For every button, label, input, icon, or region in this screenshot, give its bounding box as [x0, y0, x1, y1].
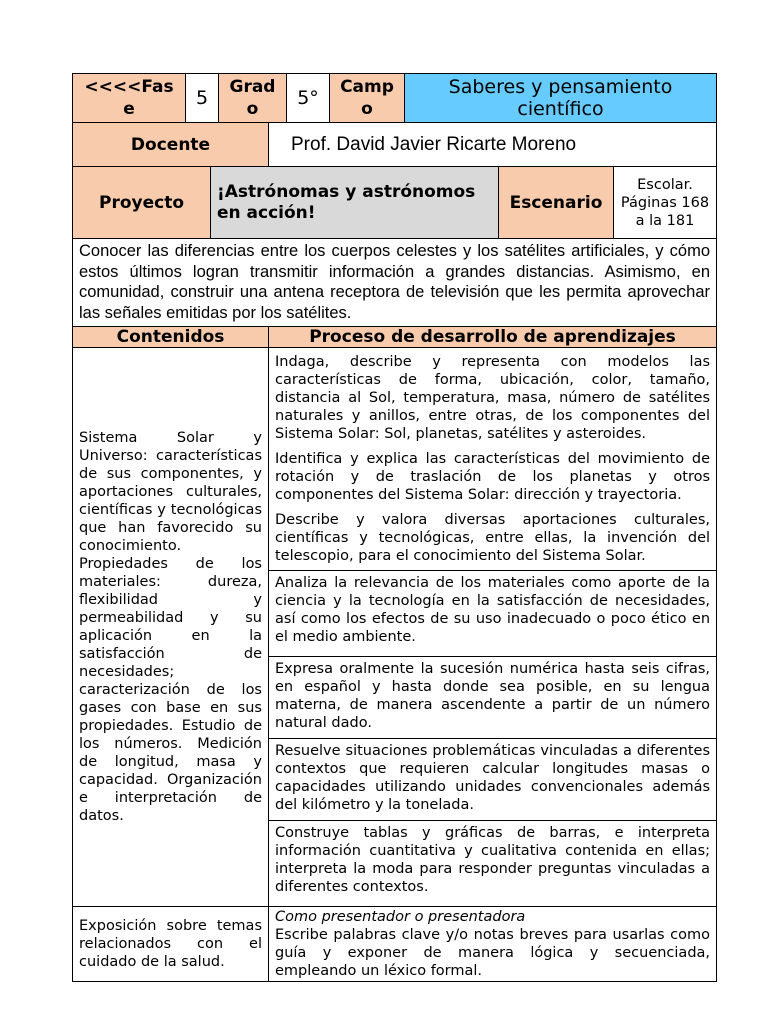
proceso-1-paragraph-1: Indaga, describe y representa con modelos las características de forma, ubicación, color, tamaño, distancia al Sol, temperatura, masa, número de satélites naturales y anillos, entre otras, de los componentes del Sistema Solar: Sol, planetas, satélites y asteroides.	[275, 353, 711, 442]
proceso-cell-5: Construye tablas y gráficas de barras, e interpreta información cuantitativa y cualitativa contenida en ellas; interpreta la moda para responder preguntas vinculadas a diferentes contextos.	[269, 821, 717, 907]
proyecto-value: ¡Astrónomas y astrónomos en acción!	[211, 167, 499, 239]
docente-value: Prof. David Javier Ricarte Moreno	[269, 123, 717, 167]
escenario-label: Escenario	[499, 167, 614, 239]
proyecto-label: Proyecto	[73, 167, 211, 239]
proceso-6-text: Escribe palabras clave y/o notas breves para usarlas como guía y exponer de manera lógica y secuenciada, empleando un léxico formal.	[275, 927, 711, 979]
proceso-header: Proceso de desarrollo de aprendizajes	[269, 327, 717, 348]
content-table	[72, 238, 717, 982]
proceso-1-paragraph-3: Describe y valora diversas aportaciones culturales, científicas y tecnológicas, entre ellas, la invención del telescopio, para el conocimiento del Sistema Solar.	[275, 511, 711, 564]
escenario-value: Escolar. Páginas 168 a la 181	[614, 167, 717, 239]
proceso-cell-6	[269, 907, 717, 982]
header-table	[72, 73, 717, 123]
docente-table	[72, 122, 717, 167]
docente-label: Docente	[73, 123, 269, 167]
fase-label: <<<<Fase	[73, 74, 186, 123]
proceso-cell-3: Expresa oralmente la sucesión numérica hasta seis cifras, en español y hasta donde sea posible, en su lengua materna, de manera ascendente a partir de un número natural dado.	[269, 657, 717, 739]
campo-label: Campo	[330, 74, 405, 123]
contenidos-cell-2: Exposición sobre temas relacionados con el cuidado de la salud.	[73, 907, 269, 982]
proceso-cell-4: Resuelve situaciones problemáticas vinculadas a diferentes contextos que requieren calcular longitudes masas o capacidades utilizando unidades convencionales además del kilómetro y la tonelada.	[269, 739, 717, 821]
proyecto-table	[72, 166, 717, 239]
objective-text: Conocer las diferencias entre los cuerpos celestes y los satélites artificiales, y cómo estos últimos logran transmitir información a grandes distancias. Asimismo, en comunidad, construir una antena receptora de televisión que les permita aprovechar las señales emitidas por los satélites.	[73, 239, 717, 327]
proceso-cell-1	[269, 348, 717, 571]
grado-value: 5°	[287, 74, 330, 123]
proceso-cell-2: Analiza la relevancia de los materiales como aporte de la ciencia y la tecnología en la satisfacción de necesidades, así como los efectos de su uso inadecuado o poco ético en el medio ambiente.	[269, 571, 717, 657]
grado-label: Grado	[219, 74, 287, 123]
fase-value: 5	[186, 74, 219, 123]
proceso-1-paragraph-2: Identifica y explica las características del movimiento de rotación y de traslación de los planetas y otros componentes del Sistema Solar: dirección y trayectoria.	[275, 450, 711, 503]
proceso-6-title: Como presentador o presentadora	[275, 909, 526, 925]
contenidos-cell-1: Sistema Solar y Universo: características de sus componentes, y aportaciones culturales, científicas y tecnológicas que han favorecido su conocimiento. Propiedades de los materiales: dureza, flexibilidad y permeabilidad y su aplicación en la satisfacción de necesidades; caracterización de los gases con base en sus propiedades. Estudio de los números. Medición de longitud, masa y capacidad. Organización e interpretación de datos.	[73, 348, 269, 907]
campo-value: Saberes y pensamiento científico	[405, 74, 717, 123]
contenidos-header: Contenidos	[73, 327, 269, 348]
